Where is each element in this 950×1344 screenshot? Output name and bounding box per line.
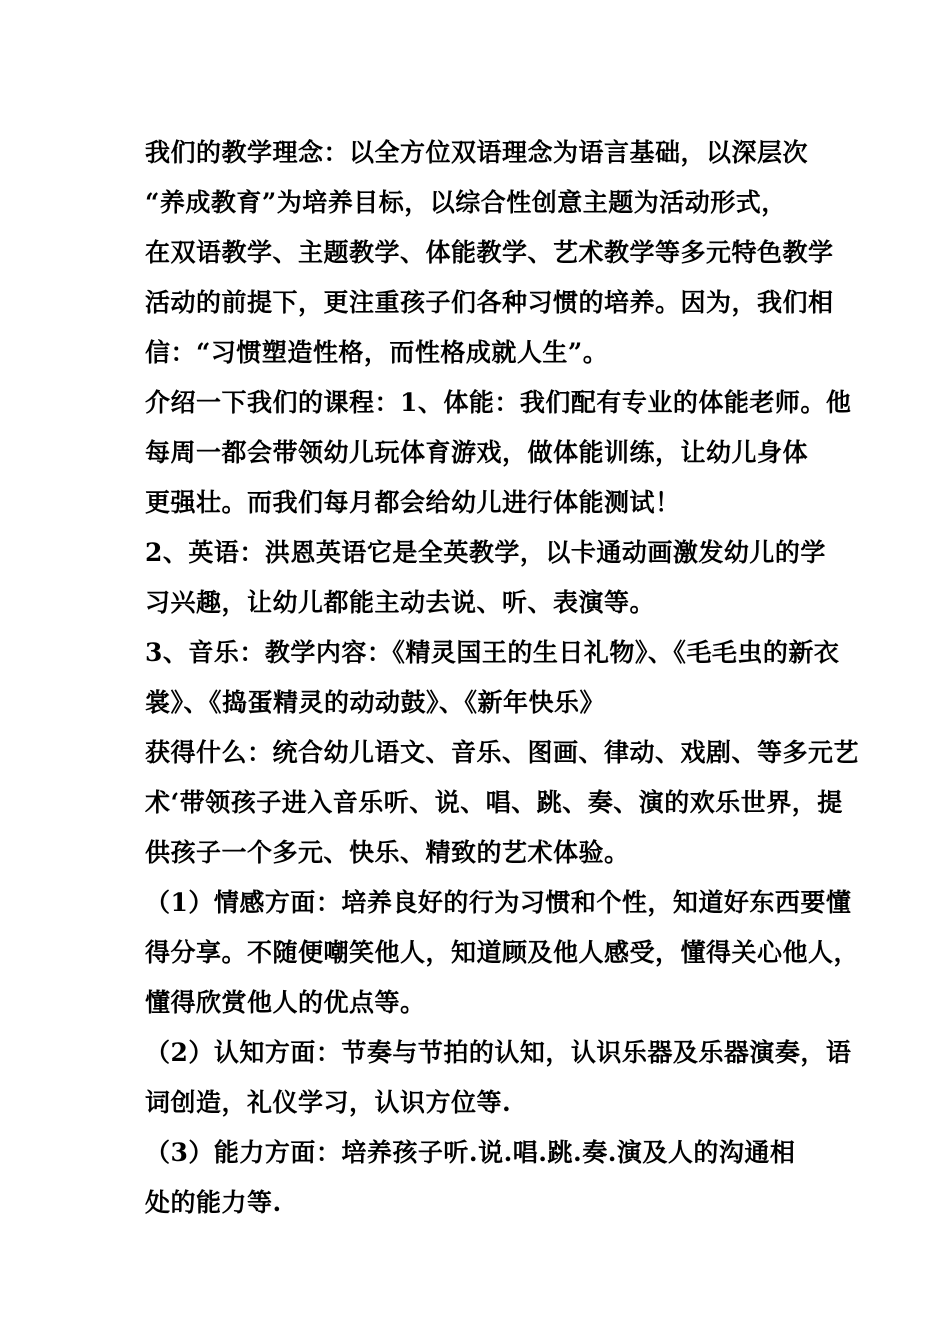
text-line: 每周一都会带领幼儿玩体育游戏，做体能训练，让幼儿身体	[145, 438, 809, 467]
text-line: 在双语教学、主题教学、体能教学、艺术教学等多元特色教学	[145, 238, 834, 267]
text-line: 处的能力等.	[145, 1188, 282, 1217]
document-body	[145, 128, 860, 1228]
text-line: 术‘带领孩子进入音乐听、说、唱、跳、奏、演的欢乐世界，提	[145, 788, 843, 817]
text-line: （2）认知方面：节奏与节拍的认知，认识乐器及乐器演奏，语	[145, 1038, 852, 1067]
text-line: 2、英语：洪恩英语它是全英教学，以卡通动画激发幼儿的学	[145, 538, 826, 567]
text-line: （3）能力方面：培养孩子听.说.唱.跳.奏.演及人的沟通相	[145, 1138, 796, 1167]
text-line: 信：“习惯塑造性格，而性格成就人生”。	[145, 338, 609, 367]
text-line: 活动的前提下，更注重孩子们各种习惯的培养。因为，我们相	[145, 288, 834, 317]
text-line: 我们的教学理念：以全方位双语理念为语言基础，以深层次	[145, 138, 809, 167]
text-line: 裳》、《捣蛋精灵的动动鼓》、《新年快乐》	[145, 688, 606, 717]
text-line: 获得什么：统合幼儿语文、音乐、图画、律动、戏剧、等多元艺	[145, 738, 860, 767]
text-line: 介绍一下我们的课程：1、体能：我们配有专业的体能老师。他	[145, 388, 852, 417]
text-line: （1）情感方面：培养良好的行为习惯和个性，知道好东西要懂	[145, 888, 852, 917]
text-line: “养成教育”为培养目标，以综合性创意主题为活动形式，	[145, 188, 787, 217]
text-line: 习兴趣，让幼儿都能主动去说、听、表演等。	[145, 588, 656, 617]
text-line: 供孩子一个多元、快乐、精致的艺术体验。	[145, 838, 630, 867]
text-line: 3、音乐：教学内容：《精灵国王的生日礼物》、《毛毛虫的新衣	[145, 638, 840, 667]
text-line: 更强壮。而我们每月都会给幼儿进行体能测试！	[145, 488, 681, 517]
text-line: 懂得欣赏他人的优点等。	[145, 988, 426, 1017]
text-line: 词创造，礼仪学习，认识方位等.	[145, 1088, 512, 1117]
text-line: 得分享。不随便嘲笑他人，知道顾及他人感受，懂得关心他人，	[145, 938, 860, 967]
